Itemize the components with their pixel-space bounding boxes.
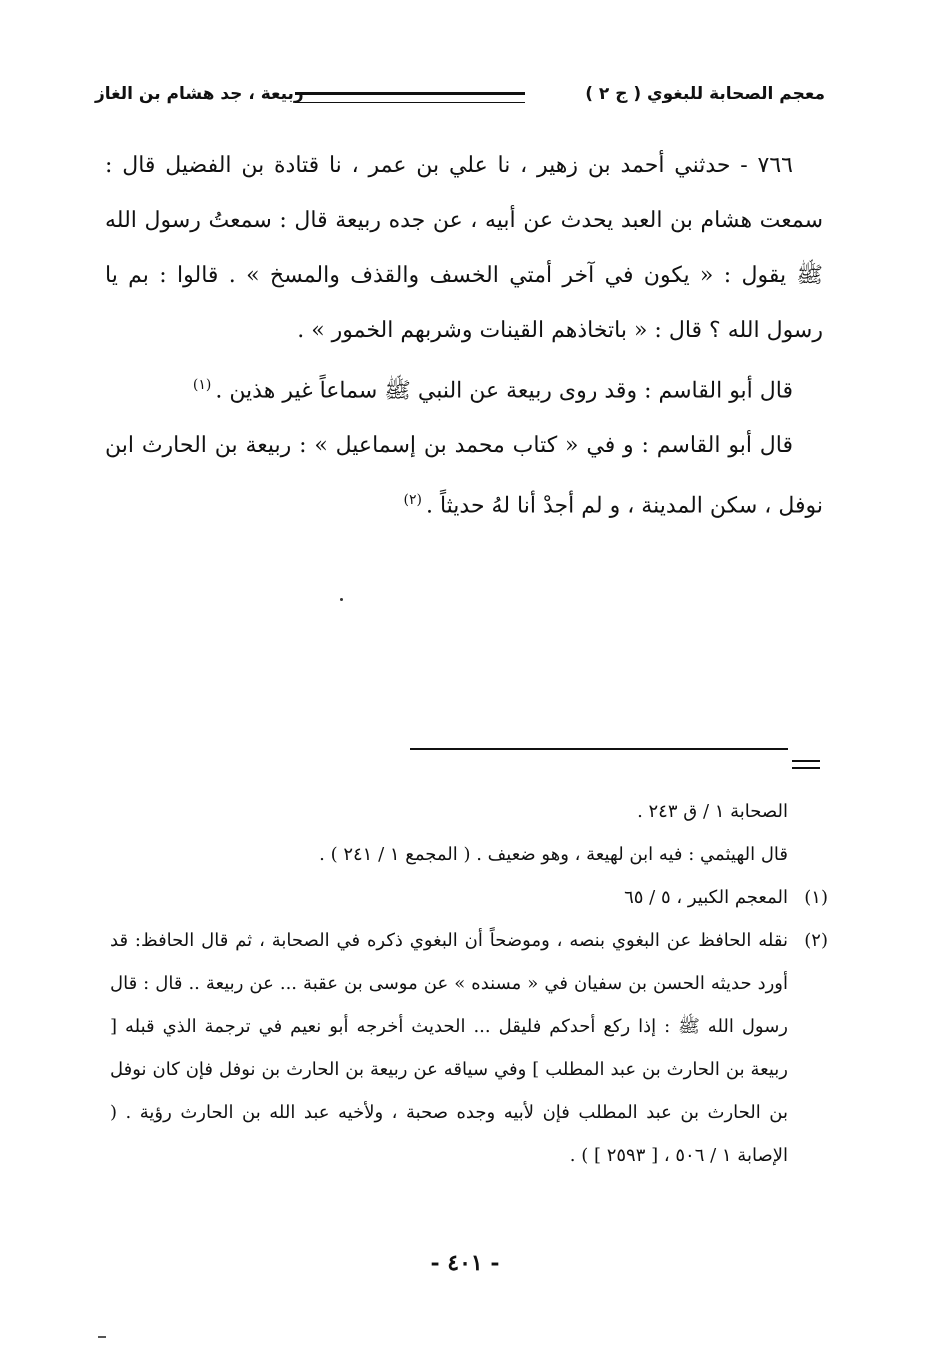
- footnote-1: [110, 876, 828, 919]
- scan-mark: [98, 1336, 106, 1338]
- author-note-paragraph-2: قال أبو القاسم : و في « كتاب محمد بن إسماعيل » : ربيعة بن الحارث ابن نوفل ، سكن المدينة ، و لم أجدْ أنا لهُ حديثاً .$^{(٢)}$: [105, 433, 823, 519]
- author-note-paragraph: قال أبو القاسم : وقد روى ربيعة عن النبي ﷺ سماعاً غير هذين .$^{(١)}$: [192, 377, 793, 404]
- footnote-number: (١): [804, 887, 828, 908]
- main-text: [105, 138, 823, 534]
- footnote-separator: [410, 748, 788, 750]
- footnote-number: (٢): [804, 930, 828, 951]
- scan-speck: [340, 598, 343, 601]
- footnote-separator-mark: [792, 760, 820, 769]
- footnote-text: المعجم الكبير ، ٥ / ٦٥: [624, 887, 788, 908]
- header-entry-title: ربيعة ، جد هشام بن الغاز: [95, 84, 304, 104]
- header-rule: [295, 92, 525, 103]
- header-book-title: معجم الصحابة للبغوي ( ج ٢ ): [585, 84, 825, 104]
- footnote-2: [110, 919, 828, 1177]
- page-number: - ٤٠١ -: [430, 1250, 500, 1276]
- footnotes: [110, 790, 828, 1177]
- footnote-line: الصحابة ١ / ق ٢٤٣ .: [637, 801, 788, 822]
- hadith-paragraph: ٧٦٦ - حدثني أحمد بن زهير ، نا علي بن عمر ، نا قتادة بن الفضيل قال : سمعت هشام بن العبد يحدث عن أبيه ، عن جده ربيعة قال : سمعتُ رسول الله ﷺ يقول : « يكون في آخر أمتي الخسف والقذف والمسخ » . قالوا : بم يا رسول الله ؟ قال : « باتخاذهم القينات وشربهم الخمور » .: [105, 153, 824, 343]
- footnote-line: قال الهيثمي : فيه ابن لهيعة ، وهو ضعيف . ( المجمع ١ / ٢٤١ ) .: [319, 844, 788, 865]
- footnote-ref-2[interactable]: (٢): [403, 492, 422, 509]
- running-header: [95, 84, 825, 112]
- footnote-ref-1[interactable]: (١): [192, 377, 212, 393]
- footnote-text: نقله الحافظ عن البغوي بنصه ، وموضحاً أن البغوي ذكره في الصحابة ، ثم قال الحافظ: قد أورد حديثه الحسن بن سفيان في « مسنده » عن موسى بن عقبة ... عن ربيعة .. قال : قال رسول الله ﷺ : إذا ركع أحدكم فليقل ... الحديث أخرجه أبو نعيم في ترجمة الذي قبله [ ربيعة بن الحارث بن عبد المطلب ] وفي سياقه عن ربيعة بن الحارث بن نوفل فإن كان نوفل بن الحارث بن عبد المطلب فإن لأبيه وجده صحبة ، ولأخيه عبد الله بن الحارث رؤية . ( الإصابة ١ / ٥٠٦ ، [ ٢٥٩٣ ] ) .: [110, 930, 788, 1166]
